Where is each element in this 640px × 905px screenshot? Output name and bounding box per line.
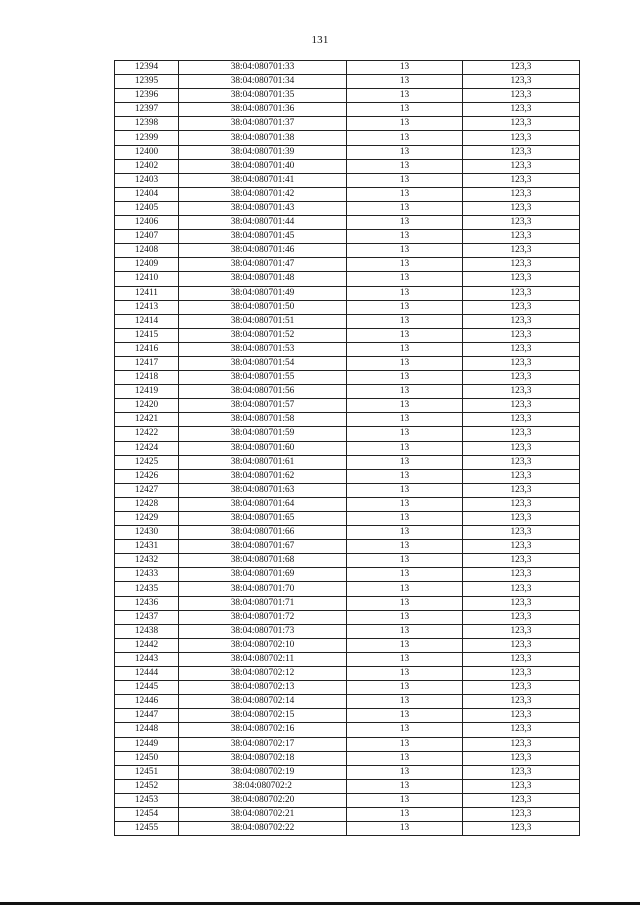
row-number-cell: 12449 <box>115 737 179 751</box>
table-row <box>115 568 580 582</box>
cadastral-number-cell: 38:04:080701:52 <box>179 328 347 342</box>
table-row <box>115 342 580 356</box>
cadastral-number-cell: 38:04:080701:60 <box>179 441 347 455</box>
row-number-cell: 12432 <box>115 554 179 568</box>
value-cell: 123,3 <box>463 427 580 441</box>
cadastral-number-cell: 38:04:080701:69 <box>179 568 347 582</box>
table-body <box>115 61 580 836</box>
cadastral-number-cell: 38:04:080701:72 <box>179 610 347 624</box>
zone-cell: 13 <box>347 723 463 737</box>
zone-cell: 13 <box>347 793 463 807</box>
cadastral-number-cell: 38:04:080701:57 <box>179 399 347 413</box>
table-row <box>115 230 580 244</box>
cadastral-number-cell: 38:04:080702:13 <box>179 681 347 695</box>
table-row <box>115 681 580 695</box>
zone-cell: 13 <box>347 328 463 342</box>
value-cell: 123,3 <box>463 61 580 75</box>
table-row <box>115 822 580 836</box>
value-cell: 123,3 <box>463 328 580 342</box>
table-row <box>115 314 580 328</box>
zone-cell: 13 <box>347 807 463 821</box>
cadastral-number-cell: 38:04:080701:65 <box>179 512 347 526</box>
cadastral-number-cell: 38:04:080701:34 <box>179 75 347 89</box>
zone-cell: 13 <box>347 695 463 709</box>
table-row <box>115 258 580 272</box>
table-row <box>115 75 580 89</box>
table-row <box>115 512 580 526</box>
cadastral-number-cell: 38:04:080701:64 <box>179 497 347 511</box>
zone-cell: 13 <box>347 667 463 681</box>
cadastral-number-cell: 38:04:080701:38 <box>179 131 347 145</box>
table-row <box>115 793 580 807</box>
zone-cell: 13 <box>347 737 463 751</box>
cadastral-number-cell: 38:04:080702:11 <box>179 652 347 666</box>
cadastral-number-cell: 38:04:080701:43 <box>179 201 347 215</box>
table-row <box>115 497 580 511</box>
zone-cell: 13 <box>347 300 463 314</box>
zone-cell: 13 <box>347 187 463 201</box>
row-number-cell: 12419 <box>115 385 179 399</box>
zone-cell: 13 <box>347 497 463 511</box>
value-cell: 123,3 <box>463 822 580 836</box>
table-row <box>115 455 580 469</box>
row-number-cell: 12398 <box>115 117 179 131</box>
value-cell: 123,3 <box>463 737 580 751</box>
value-cell: 123,3 <box>463 638 580 652</box>
cadastral-number-cell: 38:04:080701:36 <box>179 103 347 117</box>
value-cell: 123,3 <box>463 75 580 89</box>
cadastral-number-cell: 38:04:080701:63 <box>179 483 347 497</box>
value-cell: 123,3 <box>463 793 580 807</box>
row-number-cell: 12430 <box>115 526 179 540</box>
cadastral-number-cell: 38:04:080702:10 <box>179 638 347 652</box>
table-row <box>115 371 580 385</box>
table-row <box>115 526 580 540</box>
cadastral-number-cell: 38:04:080701:39 <box>179 145 347 159</box>
table-row <box>115 61 580 75</box>
value-cell: 123,3 <box>463 230 580 244</box>
row-number-cell: 12413 <box>115 300 179 314</box>
value-cell: 123,3 <box>463 159 580 173</box>
row-number-cell: 12452 <box>115 779 179 793</box>
cadastral-number-cell: 38:04:080701:41 <box>179 173 347 187</box>
zone-cell: 13 <box>347 610 463 624</box>
cadastral-number-cell: 38:04:080701:44 <box>179 216 347 230</box>
row-number-cell: 12411 <box>115 286 179 300</box>
row-number-cell: 12454 <box>115 807 179 821</box>
value-cell: 123,3 <box>463 258 580 272</box>
row-number-cell: 12445 <box>115 681 179 695</box>
value-cell: 123,3 <box>463 399 580 413</box>
cadastral-number-cell: 38:04:080702:14 <box>179 695 347 709</box>
cadastral-number-cell: 38:04:080701:70 <box>179 582 347 596</box>
zone-cell: 13 <box>347 385 463 399</box>
cadastral-number-cell: 38:04:080701:51 <box>179 314 347 328</box>
zone-cell: 13 <box>347 258 463 272</box>
zone-cell: 13 <box>347 89 463 103</box>
value-cell: 123,3 <box>463 272 580 286</box>
zone-cell: 13 <box>347 427 463 441</box>
row-number-cell: 12422 <box>115 427 179 441</box>
value-cell: 123,3 <box>463 300 580 314</box>
value-cell: 123,3 <box>463 455 580 469</box>
table-row <box>115 596 580 610</box>
table-row <box>115 441 580 455</box>
value-cell: 123,3 <box>463 610 580 624</box>
value-cell: 123,3 <box>463 145 580 159</box>
value-cell: 123,3 <box>463 483 580 497</box>
row-number-cell: 12417 <box>115 356 179 370</box>
row-number-cell: 12437 <box>115 610 179 624</box>
cadastral-number-cell: 38:04:080702:22 <box>179 822 347 836</box>
zone-cell: 13 <box>347 582 463 596</box>
zone-cell: 13 <box>347 103 463 117</box>
zone-cell: 13 <box>347 596 463 610</box>
value-cell: 123,3 <box>463 173 580 187</box>
zone-cell: 13 <box>347 779 463 793</box>
zone-cell: 13 <box>347 272 463 286</box>
zone-cell: 13 <box>347 61 463 75</box>
cadastral-number-cell: 38:04:080701:49 <box>179 286 347 300</box>
zone-cell: 13 <box>347 709 463 723</box>
row-number-cell: 12448 <box>115 723 179 737</box>
cadastral-number-cell: 38:04:080702:17 <box>179 737 347 751</box>
row-number-cell: 12402 <box>115 159 179 173</box>
zone-cell: 13 <box>347 145 463 159</box>
cadastral-number-cell: 38:04:080701:35 <box>179 89 347 103</box>
value-cell: 123,3 <box>463 624 580 638</box>
cadastral-number-cell: 38:04:080701:48 <box>179 272 347 286</box>
table-row <box>115 652 580 666</box>
zone-cell: 13 <box>347 652 463 666</box>
row-number-cell: 12435 <box>115 582 179 596</box>
value-cell: 123,3 <box>463 441 580 455</box>
zone-cell: 13 <box>347 371 463 385</box>
cadastral-number-cell: 38:04:080702:18 <box>179 751 347 765</box>
zone-cell: 13 <box>347 399 463 413</box>
table-row <box>115 469 580 483</box>
cadastral-number-cell: 38:04:080701:46 <box>179 244 347 258</box>
value-cell: 123,3 <box>463 356 580 370</box>
table-row <box>115 737 580 751</box>
zone-cell: 13 <box>347 455 463 469</box>
row-number-cell: 12418 <box>115 371 179 385</box>
value-cell: 123,3 <box>463 681 580 695</box>
value-cell: 123,3 <box>463 342 580 356</box>
zone-cell: 13 <box>347 314 463 328</box>
value-cell: 123,3 <box>463 201 580 215</box>
zone-cell: 13 <box>347 173 463 187</box>
cadastral-number-cell: 38:04:080702:15 <box>179 709 347 723</box>
row-number-cell: 12427 <box>115 483 179 497</box>
table-row <box>115 385 580 399</box>
zone-cell: 13 <box>347 483 463 497</box>
row-number-cell: 12395 <box>115 75 179 89</box>
table-row <box>115 300 580 314</box>
table-row <box>115 117 580 131</box>
value-cell: 123,3 <box>463 582 580 596</box>
row-number-cell: 12453 <box>115 793 179 807</box>
table-row <box>115 638 580 652</box>
table-row <box>115 244 580 258</box>
zone-cell: 13 <box>347 568 463 582</box>
cadastral-number-cell: 38:04:080701:66 <box>179 526 347 540</box>
value-cell: 123,3 <box>463 314 580 328</box>
row-number-cell: 12455 <box>115 822 179 836</box>
row-number-cell: 12403 <box>115 173 179 187</box>
table-row <box>115 159 580 173</box>
table-row <box>115 187 580 201</box>
zone-cell: 13 <box>347 356 463 370</box>
row-number-cell: 12425 <box>115 455 179 469</box>
zone-cell: 13 <box>347 216 463 230</box>
table-row <box>115 145 580 159</box>
zone-cell: 13 <box>347 75 463 89</box>
zone-cell: 13 <box>347 413 463 427</box>
cadastral-number-cell: 38:04:080701:58 <box>179 413 347 427</box>
cadastral-number-cell: 38:04:080701:56 <box>179 385 347 399</box>
table-row <box>115 582 580 596</box>
table-row <box>115 765 580 779</box>
table-row <box>115 624 580 638</box>
table-row <box>115 272 580 286</box>
zone-cell: 13 <box>347 822 463 836</box>
row-number-cell: 12444 <box>115 667 179 681</box>
cadastral-number-cell: 38:04:080701:59 <box>179 427 347 441</box>
row-number-cell: 12451 <box>115 765 179 779</box>
value-cell: 123,3 <box>463 709 580 723</box>
row-number-cell: 12424 <box>115 441 179 455</box>
table-row <box>115 131 580 145</box>
value-cell: 123,3 <box>463 117 580 131</box>
table-row <box>115 751 580 765</box>
table-row <box>115 328 580 342</box>
value-cell: 123,3 <box>463 652 580 666</box>
table-row <box>115 286 580 300</box>
zone-cell: 13 <box>347 159 463 173</box>
cadastral-number-cell: 38:04:080701:68 <box>179 554 347 568</box>
zone-cell: 13 <box>347 201 463 215</box>
zone-cell: 13 <box>347 131 463 145</box>
zone-cell: 13 <box>347 441 463 455</box>
table-row <box>115 173 580 187</box>
table-row <box>115 356 580 370</box>
value-cell: 123,3 <box>463 695 580 709</box>
table-row <box>115 695 580 709</box>
table-row <box>115 723 580 737</box>
value-cell: 123,3 <box>463 779 580 793</box>
value-cell: 123,3 <box>463 371 580 385</box>
cadastral-number-cell: 38:04:080701:33 <box>179 61 347 75</box>
cadastral-number-cell: 38:04:080701:55 <box>179 371 347 385</box>
cadastral-number-cell: 38:04:080701:62 <box>179 469 347 483</box>
value-cell: 123,3 <box>463 89 580 103</box>
row-number-cell: 12443 <box>115 652 179 666</box>
row-number-cell: 12397 <box>115 103 179 117</box>
value-cell: 123,3 <box>463 765 580 779</box>
page-number: 131 <box>311 34 329 46</box>
row-number-cell: 12438 <box>115 624 179 638</box>
row-number-cell: 12414 <box>115 314 179 328</box>
zone-cell: 13 <box>347 117 463 131</box>
row-number-cell: 12396 <box>115 89 179 103</box>
value-cell: 123,3 <box>463 385 580 399</box>
cadastral-number-cell: 38:04:080701:47 <box>179 258 347 272</box>
zone-cell: 13 <box>347 751 463 765</box>
row-number-cell: 12433 <box>115 568 179 582</box>
data-table <box>114 60 580 836</box>
table-row <box>115 427 580 441</box>
zone-cell: 13 <box>347 681 463 695</box>
table-row <box>115 399 580 413</box>
zone-cell: 13 <box>347 554 463 568</box>
row-number-cell: 12421 <box>115 413 179 427</box>
cadastral-number-cell: 38:04:080702:20 <box>179 793 347 807</box>
table-row <box>115 554 580 568</box>
row-number-cell: 12409 <box>115 258 179 272</box>
zone-cell: 13 <box>347 765 463 779</box>
value-cell: 123,3 <box>463 568 580 582</box>
zone-cell: 13 <box>347 540 463 554</box>
table-row <box>115 216 580 230</box>
table-row <box>115 89 580 103</box>
value-cell: 123,3 <box>463 526 580 540</box>
row-number-cell: 12442 <box>115 638 179 652</box>
row-number-cell: 12394 <box>115 61 179 75</box>
row-number-cell: 12405 <box>115 201 179 215</box>
zone-cell: 13 <box>347 342 463 356</box>
value-cell: 123,3 <box>463 469 580 483</box>
value-cell: 123,3 <box>463 596 580 610</box>
row-number-cell: 12404 <box>115 187 179 201</box>
cadastral-number-cell: 38:04:080701:53 <box>179 342 347 356</box>
value-cell: 123,3 <box>463 512 580 526</box>
row-number-cell: 12420 <box>115 399 179 413</box>
value-cell: 123,3 <box>463 216 580 230</box>
table-row <box>115 201 580 215</box>
cadastral-number-cell: 38:04:080701:45 <box>179 230 347 244</box>
cadastral-number-cell: 38:04:080701:71 <box>179 596 347 610</box>
value-cell: 123,3 <box>463 413 580 427</box>
row-number-cell: 12450 <box>115 751 179 765</box>
table-row <box>115 540 580 554</box>
value-cell: 123,3 <box>463 723 580 737</box>
zone-cell: 13 <box>347 526 463 540</box>
zone-cell: 13 <box>347 624 463 638</box>
value-cell: 123,3 <box>463 187 580 201</box>
table-row <box>115 779 580 793</box>
value-cell: 123,3 <box>463 497 580 511</box>
row-number-cell: 12436 <box>115 596 179 610</box>
cadastral-number-cell: 38:04:080701:54 <box>179 356 347 370</box>
cadastral-number-cell: 38:04:080702:12 <box>179 667 347 681</box>
value-cell: 123,3 <box>463 103 580 117</box>
row-number-cell: 12400 <box>115 145 179 159</box>
value-cell: 123,3 <box>463 554 580 568</box>
table-row <box>115 807 580 821</box>
zone-cell: 13 <box>347 469 463 483</box>
row-number-cell: 12410 <box>115 272 179 286</box>
row-number-cell: 12399 <box>115 131 179 145</box>
cadastral-number-cell: 38:04:080702:2 <box>179 779 347 793</box>
zone-cell: 13 <box>347 638 463 652</box>
cadastral-number-cell: 38:04:080701:37 <box>179 117 347 131</box>
zone-cell: 13 <box>347 512 463 526</box>
table-row <box>115 709 580 723</box>
value-cell: 123,3 <box>463 131 580 145</box>
table-row <box>115 667 580 681</box>
row-number-cell: 12446 <box>115 695 179 709</box>
row-number-cell: 12429 <box>115 512 179 526</box>
cadastral-number-cell: 38:04:080701:42 <box>179 187 347 201</box>
value-cell: 123,3 <box>463 667 580 681</box>
table-row <box>115 103 580 117</box>
row-number-cell: 12431 <box>115 540 179 554</box>
cadastral-number-cell: 38:04:080701:73 <box>179 624 347 638</box>
row-number-cell: 12407 <box>115 230 179 244</box>
zone-cell: 13 <box>347 230 463 244</box>
row-number-cell: 12415 <box>115 328 179 342</box>
cadastral-number-cell: 38:04:080702:21 <box>179 807 347 821</box>
row-number-cell: 12408 <box>115 244 179 258</box>
cadastral-number-cell: 38:04:080702:19 <box>179 765 347 779</box>
row-number-cell: 12428 <box>115 497 179 511</box>
cadastral-number-cell: 38:04:080702:16 <box>179 723 347 737</box>
zone-cell: 13 <box>347 244 463 258</box>
cadastral-number-cell: 38:04:080701:50 <box>179 300 347 314</box>
row-number-cell: 12426 <box>115 469 179 483</box>
cadastral-number-cell: 38:04:080701:67 <box>179 540 347 554</box>
cadastral-number-cell: 38:04:080701:40 <box>179 159 347 173</box>
table-row <box>115 610 580 624</box>
row-number-cell: 12406 <box>115 216 179 230</box>
value-cell: 123,3 <box>463 751 580 765</box>
value-cell: 123,3 <box>463 540 580 554</box>
value-cell: 123,3 <box>463 807 580 821</box>
row-number-cell: 12447 <box>115 709 179 723</box>
zone-cell: 13 <box>347 286 463 300</box>
value-cell: 123,3 <box>463 244 580 258</box>
cadastral-number-cell: 38:04:080701:61 <box>179 455 347 469</box>
table-row <box>115 483 580 497</box>
value-cell: 123,3 <box>463 286 580 300</box>
table-row <box>115 413 580 427</box>
row-number-cell: 12416 <box>115 342 179 356</box>
